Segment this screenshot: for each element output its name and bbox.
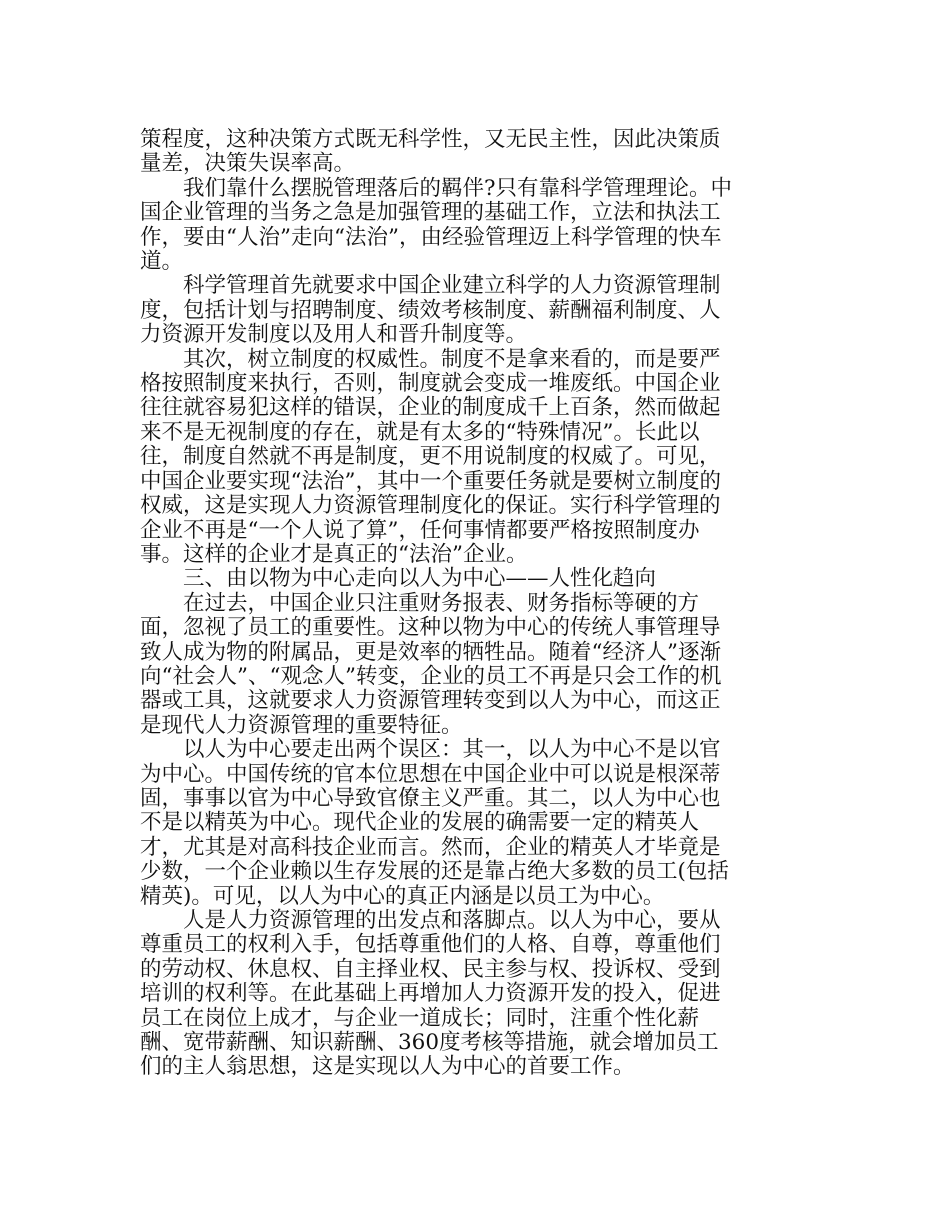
paragraph-4: 其次，树立制度的权威性。制度不是拿来看的，而是要严格按照制度来执行，否则，制度就会变成一堆废纸。中国企业往往就容易犯这样的错误，企业的制度成千上百条，然而做起来不是无视制度的存在，就是有太多的“特殊情况”。长此以往，制度自然就不再是制度，更不用说制度的权威了。可见，中国企业要实现“法治”，其中一个重要任务就是要树立制度的权威，这是实现人力资源管理制度化的保证。实行科学管理的企业不再是“一个人说了算”，任何事情都要严格按照制度办事。这样的企业才是真正的“法治”企业。	[140, 346, 721, 567]
paragraph-6: 以人为中心要走出两个误区：其一，以人为中心不是以官为中心。中国传统的官本位思想在中国企业中可以说是根深蒂固，事事以官为中心导致官僚主义严重。其二，以人为中心也不是以精英为中心。现代企业的发展的确需要一定的精英人才，尤其是对高科技企业而言。然而，企业的精英人才毕竟是少数，一个企业赖以生存发展的还是靠占绝大多数的员工(包括精英)。可见，以人为中心的真正内涵是以员工为中心。	[140, 737, 729, 909]
paragraph-3: 科学管理首先就要求中国企业建立科学的人力资源管理制度，包括计划与招聘制度、绩效考核制度、薪酬福利制度、人力资源开发制度以及用人和晋升制度等。	[140, 273, 721, 348]
paragraph-7: 人是人力资源管理的出发点和落脚点。以人为中心，要从尊重员工的权利入手，包括尊重他们的人格、自尊，尊重他们的劳动权、休息权、自主择业权、民主参与权、投诉权、受到培训的权利等。在此基础上再增加人力资源开发的投入，促进员工在岗位上成才，与企业一道成长；同时，注重个性化薪酬、宽带薪酬、知识薪酬、360度考核等措施，就会增加员工们的主人翁思想，这是实现以人为中心的首要工作。	[140, 908, 721, 1080]
section-heading: 三、由以物为中心走向以人为中心——人性化趋向	[183, 566, 657, 592]
paragraph-1: 策程度，这种决策方式既无科学性，又无民主性，因此决策质量差，决策失误率高。	[140, 127, 721, 177]
document-page	[140, 128, 740, 1080]
paragraph-2: 我们靠什么摆脱管理落后的羁伴?只有靠科学管理理论。中国企业管理的当务之急是加强管理的基础工作，立法和执法工作，要由“人治”走向“法治”，由经验管理迈上科学管理的快车道。	[140, 175, 733, 275]
paragraph-5: 在过去，中国企业只注重财务报表、财务指标等硬的方面，忽视了员工的重要性。这种以物为中心的传统人事管理导致人成为物的附属品，更是效率的牺牲品。随着“经济人”逐渐向“社会人”、“观念人”转变，企业的员工不再是只会工作的机器或工具，这就要求人力资源管理转变到以人为中心，而这正是现代人力资源管理的重要特征。	[140, 590, 722, 738]
